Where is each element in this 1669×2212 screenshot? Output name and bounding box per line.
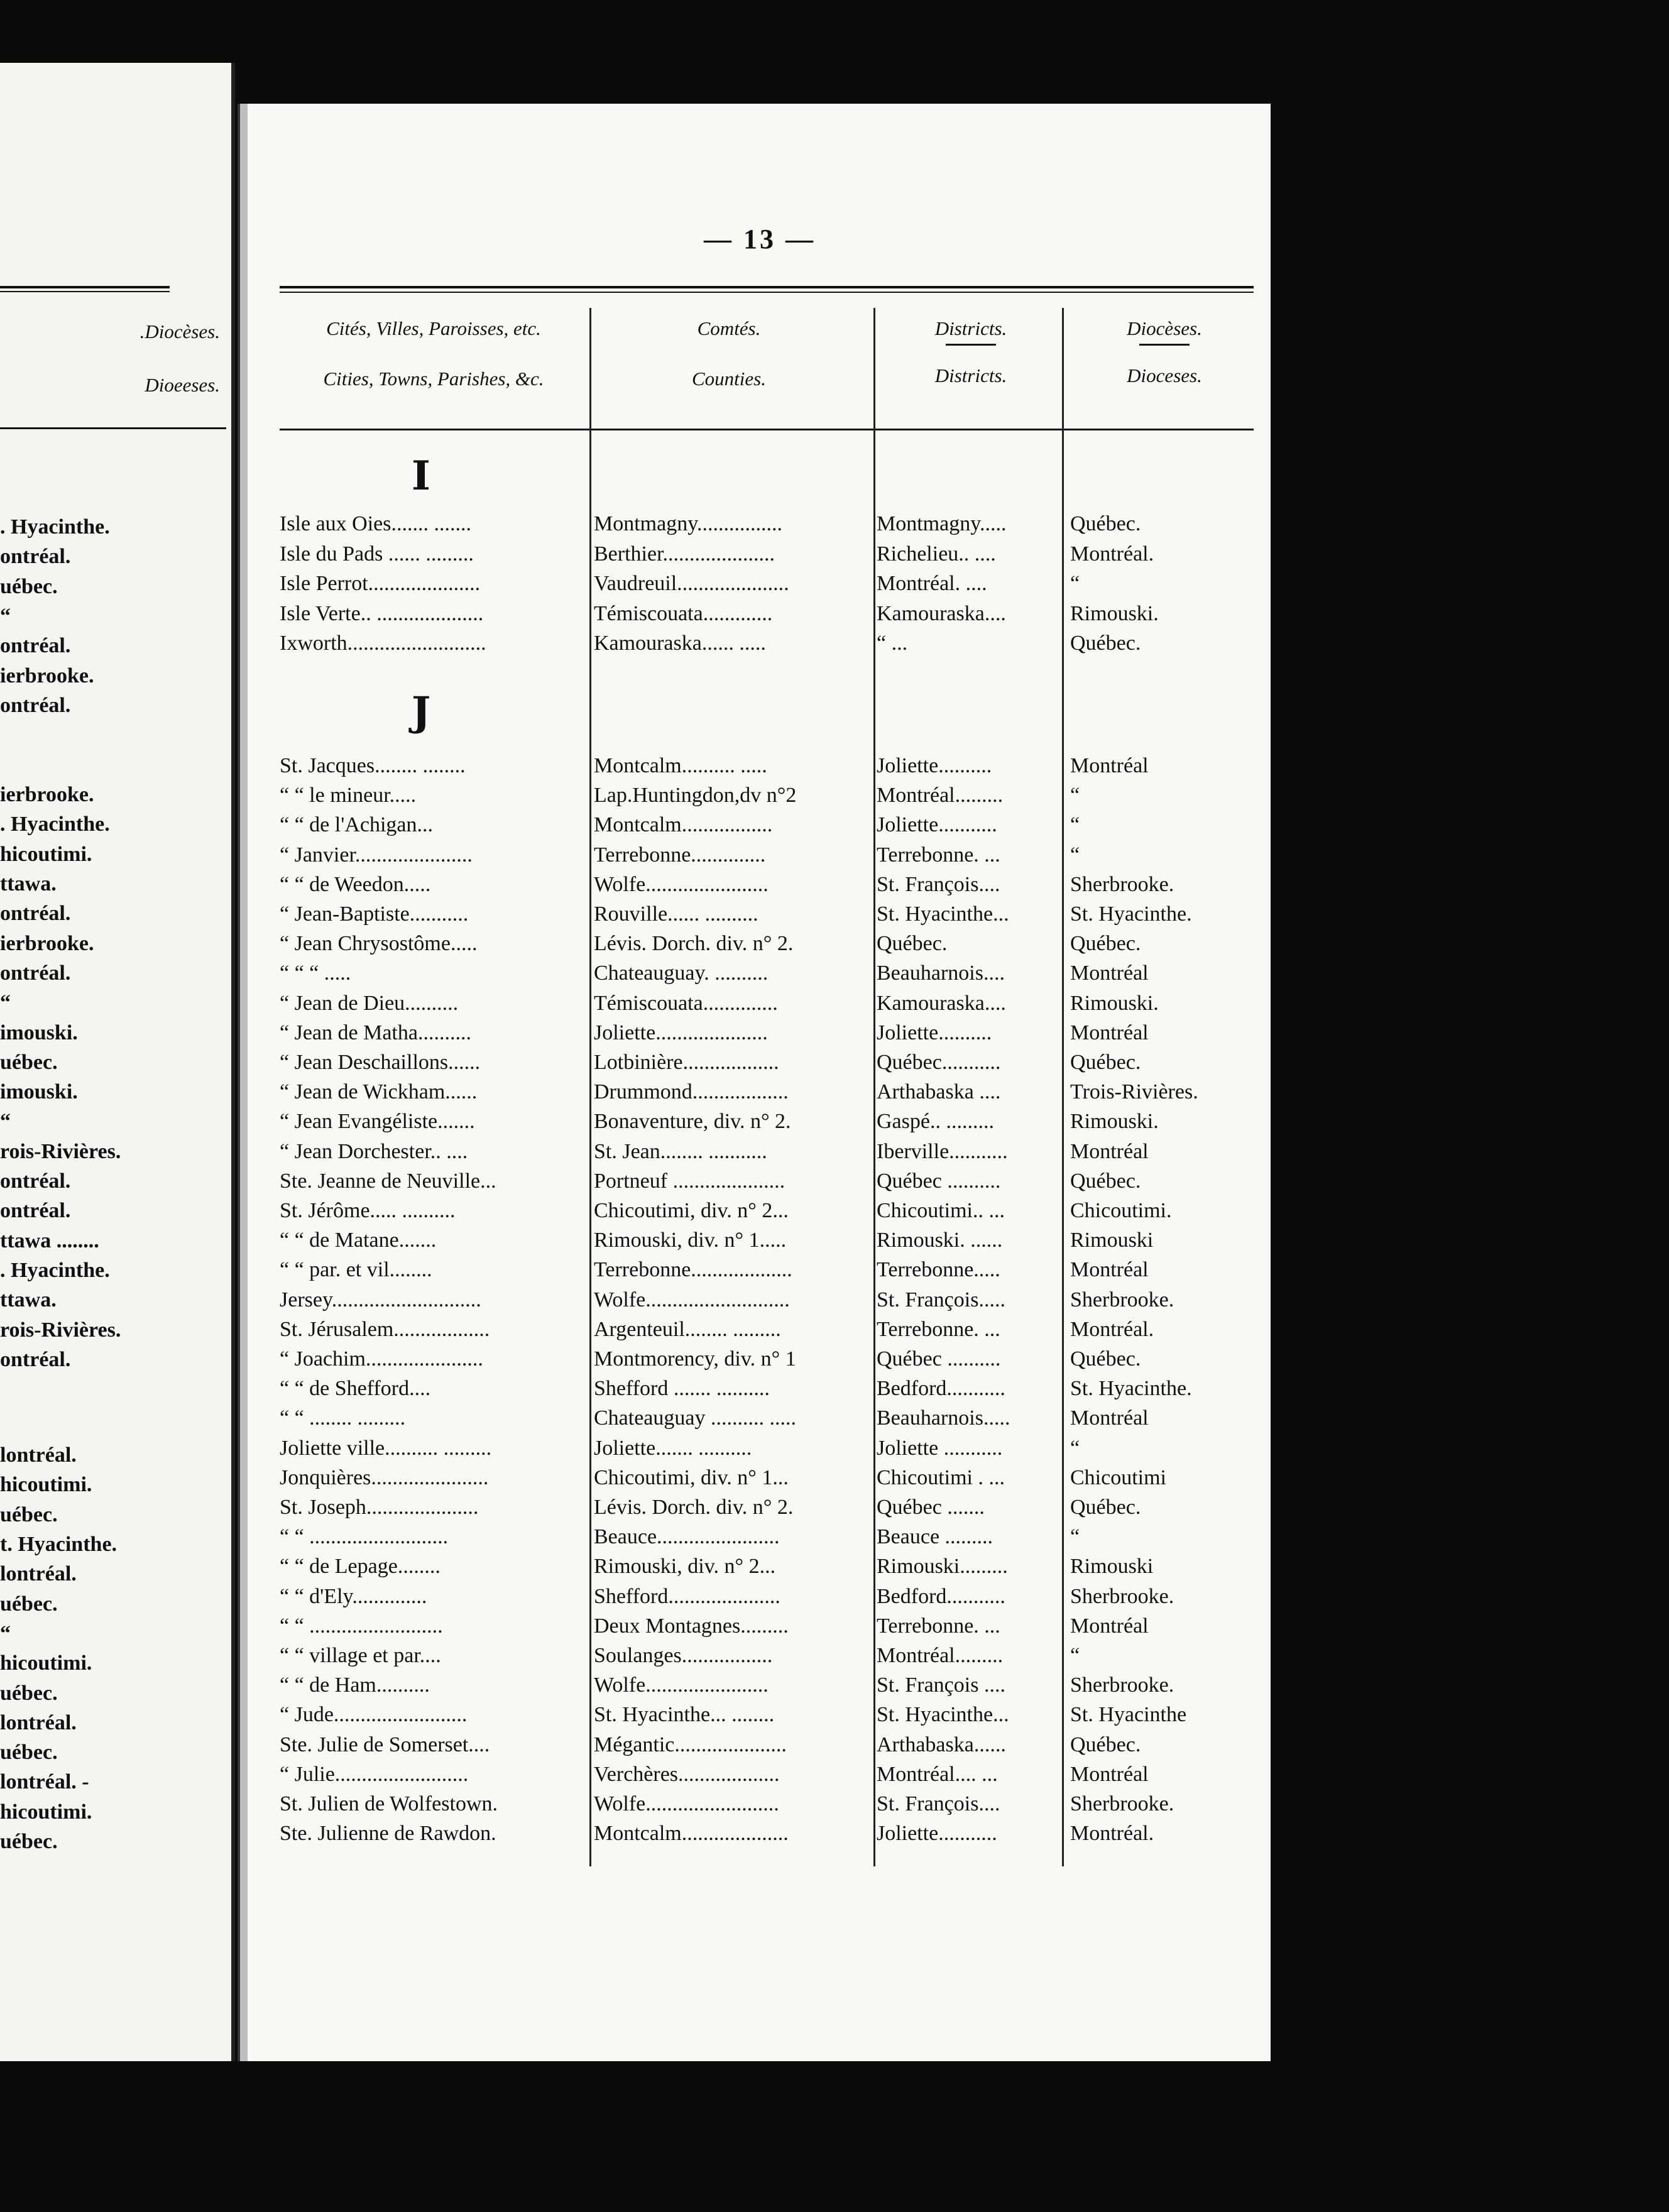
county-cell: St. Hyacinthe... ........ [594,1703,775,1727]
district-cell: Québec .......... [877,1347,1001,1371]
table-row [280,1051,1260,1080]
header-col-dioceses-dash [1139,344,1190,346]
diocese-cell: Québec. [1070,632,1141,655]
district-cell: Chicoutimi . ... [877,1465,1005,1489]
diocese-cell: Rimouski [1070,1555,1154,1579]
diocese-cell: Québec. [1070,1051,1141,1074]
header-col-counties [594,317,864,390]
diocese-cell: Rimouski. [1070,991,1159,1015]
left-entry: imouski. [0,1080,78,1104]
left-entry: hicoutimi. [0,1651,92,1675]
diocese-cell: Montréal [1070,1021,1149,1044]
county-cell: Lotbinière.................. [594,1051,779,1074]
diocese-cell: Montréal. [1070,1822,1154,1846]
county-cell: Mégantic..................... [594,1733,787,1756]
county-cell: Rimouski, div. n° 2... [594,1555,776,1579]
left-top-rule-2 [0,291,170,292]
diocese-cell: Chicoutimi. [1070,1199,1172,1222]
county-cell: Wolfe....................... [594,1673,769,1697]
diocese-cell: Québec. [1070,1169,1141,1193]
table-row [280,1614,1260,1643]
county-cell: Portneuf ..................... [594,1169,785,1193]
table-row [280,873,1260,902]
county-cell: Montcalm................. [594,813,773,837]
district-cell: Joliette ........... [877,1436,1003,1460]
district-cell: Terrebonne. ... [877,843,1000,867]
place-cell: “ Jean de Dieu.......... [280,991,459,1015]
diocese-cell: St. Hyacinthe. [1070,902,1192,926]
place-cell: Jersey............................ [280,1288,481,1311]
left-entry: ontréal. [0,1169,71,1193]
table-row [280,1733,1260,1762]
district-cell: Montréal......... [877,1644,1004,1667]
table-row [280,1347,1260,1376]
district-cell: St. François.... [877,872,1000,896]
table-row [280,813,1260,842]
place-cell: “ Jean Deschaillons...... [280,1051,481,1074]
district-cell: Bedford........... [877,1584,1005,1608]
district-cell: Joliette........... [877,813,997,837]
county-cell: Wolfe........................... [594,1288,790,1311]
left-entry: . Hyacinthe. [0,1258,110,1282]
diocese-cell: Montréal. [1070,1317,1154,1341]
county-cell: Chateauguay .......... ..... [594,1406,796,1430]
diocese-cell: Trois-Rivières. [1070,1080,1198,1104]
top-rule-thin [280,292,1254,293]
county-cell: Vaudreuil..................... [594,572,789,595]
diocese-cell: Montréal [1070,1762,1149,1786]
left-entry: lontréal. - [0,1770,89,1794]
district-cell: Beauce ......... [877,1525,993,1549]
county-cell: Chateauguay. .......... [594,961,769,985]
district-cell: Gaspé.. ......... [877,1110,994,1134]
header-col-places-fr: Cités, Villes, Paroisses, etc. [326,317,541,339]
diocese-cell: “ [1070,1525,1080,1549]
place-cell: “ “ “ ..... [280,961,351,985]
place-cell: Isle Perrot..................... [280,572,481,595]
left-header-en: Dioeeses. [145,374,220,396]
diocese-cell: Sherbrooke. [1070,1792,1174,1815]
top-rule [280,286,1254,288]
county-cell: Chicoutimi, div. n° 1... [594,1465,789,1489]
table-row [280,1377,1260,1406]
county-cell: Deux Montagnes......... [594,1614,789,1638]
district-cell: Joliette.......... [877,1021,992,1044]
diocese-cell: “ [1070,813,1080,837]
header-col-districts-en: Districts. [934,364,1007,386]
district-cell: Beauharnois.... [877,961,1005,985]
header-col-districts-dash [946,344,996,346]
table-row [280,1673,1260,1702]
table-row [280,632,1260,660]
county-cell: Lap.Huntingdon,dv n°2 [594,784,797,808]
diocese-cell: St. Hyacinthe [1070,1703,1187,1727]
county-cell: Rimouski, div. n° 1..... [594,1229,787,1252]
table-row [280,1199,1260,1228]
left-entry: ontréal. [0,693,71,717]
left-entry: ttawa ........ [0,1229,99,1252]
district-cell: St. François .... [877,1673,1005,1697]
table-row [280,1555,1260,1584]
place-cell: “ Jean Chrysostôme..... [280,932,478,956]
district-cell: Iberville........... [877,1139,1008,1163]
district-cell: Terrebonne. ... [877,1614,1000,1638]
left-header-fr: .Diocèses. [140,320,220,342]
place-cell: “ Joachim...................... [280,1347,483,1371]
left-entry: uébec. [0,1503,58,1526]
diocese-cell: “ [1070,1644,1080,1667]
left-entry: hicoutimi. [0,842,92,866]
district-cell: Arthabaska .... [877,1080,1001,1104]
table-row [280,754,1260,783]
section-letter-i: I [412,452,430,500]
diocese-cell: Montréal [1070,1258,1149,1282]
place-cell: Ixworth.......................... [280,632,486,655]
diocese-cell: Chicoutimi [1070,1465,1166,1489]
page-number: — 13 — [704,224,816,255]
diocese-cell: Montréal [1070,754,1149,777]
place-cell: “ “ le mineur..... [280,784,417,808]
district-cell: Montréal......... [877,784,1004,808]
place-cell: Ste. Jeanne de Neuville... [280,1169,496,1193]
district-cell: St. François..... [877,1288,1005,1311]
left-entry: ontréal. [0,1199,71,1223]
place-cell: “ “ de l'Achigan... [280,813,434,837]
county-cell: Berthier..................... [594,542,775,566]
left-entry: uébec. [0,1592,58,1616]
district-cell: “ ... [877,632,908,655]
header-col-places-en: Cities, Towns, Parishes, &c. [323,368,544,390]
left-entry: uébec. [0,1050,58,1074]
diocese-cell: “ [1070,843,1080,867]
diocese-cell: “ [1070,1436,1080,1460]
diocese-cell: Rimouski. [1070,1110,1159,1134]
place-cell: Isle aux Oies....... ....... [280,512,472,535]
district-cell: Arthabaska...... [877,1733,1006,1756]
diocese-cell: Montréal [1070,961,1149,985]
county-cell: Montcalm.......... ..... [594,754,767,777]
left-entry: ontréal. [0,902,71,926]
place-cell: Isle du Pads ...... ......... [280,542,474,566]
place-cell: “ “ ........ ......... [280,1406,406,1430]
place-cell: “ Janvier...................... [280,843,473,867]
diocese-cell: Québec. [1070,1733,1141,1756]
diocese-cell: Québec. [1070,932,1141,956]
district-cell: Québec........... [877,1051,1001,1074]
county-cell: Lévis. Dorch. div. n° 2. [594,1496,794,1519]
district-cell: Beauharnois..... [877,1406,1010,1430]
diocese-cell: Sherbrooke. [1070,1584,1174,1608]
header-bottom-rule [280,429,1254,430]
district-cell: Chicoutimi.. ... [877,1199,1005,1222]
left-entry: imouski. [0,1021,78,1044]
table-row [280,961,1260,990]
table-row [280,1318,1260,1347]
table-row [280,572,1260,601]
county-cell: Terrebonne................... [594,1258,792,1282]
place-cell: Jonquières...................... [280,1465,489,1489]
left-entry: uébec. [0,1830,58,1853]
district-cell: Joliette.......... [877,754,992,777]
left-entry: “ [0,604,11,628]
place-cell: “ “ village et par.... [280,1644,441,1667]
header-col-districts [877,317,1065,387]
district-cell: Rimouski......... [877,1555,1008,1579]
table-row [280,1229,1260,1257]
diocese-cell: Montréal [1070,1139,1149,1163]
left-entry: . Hyacinthe. [0,515,110,539]
table-row [280,512,1260,541]
table-header [280,317,1254,430]
left-entry: lontréal. [0,1443,77,1467]
table-row [280,843,1260,872]
left-entry: hicoutimi. [0,1473,92,1497]
left-entry: ttawa. [0,872,57,895]
table-row [280,1406,1260,1435]
district-cell: Terrebonne..... [877,1258,1000,1282]
county-cell: Joliette..................... [594,1021,768,1044]
place-cell: Joliette ville.......... ......... [280,1436,492,1460]
place-cell: St. Joseph..................... [280,1496,479,1519]
left-entry: “ [0,1621,11,1645]
place-cell: “ Jean de Wickham...... [280,1080,478,1104]
county-cell: Témiscouata.............. [594,991,778,1015]
place-cell: St. Julien de Wolfestown. [280,1792,498,1815]
left-entry: lontréal. [0,1711,77,1734]
county-cell: Témiscouata............. [594,601,773,625]
table-row [280,1644,1260,1673]
left-entry: ierbrooke. [0,931,94,955]
table-row [280,992,1260,1021]
left-entry: “ [0,1110,11,1134]
county-cell: Montcalm.................... [594,1822,789,1846]
district-cell: St. Hyacinthe... [877,902,1009,926]
district-cell: Terrebonne. ... [877,1317,1000,1341]
place-cell: “ “ de Lepage........ [280,1555,441,1579]
county-cell: Shefford ....... .......... [594,1377,770,1401]
place-cell: “ Jean Evangéliste....... [280,1110,475,1134]
table-row [280,784,1260,813]
left-entry: rois-Rivières. [0,1139,121,1163]
place-cell: Isle Verte.. .................... [280,601,484,625]
place-cell: Ste. Julienne de Rawdon. [280,1822,496,1846]
county-cell: Beauce....................... [594,1525,780,1549]
district-cell: Montréal.... ... [877,1762,998,1786]
table-row [280,1258,1260,1287]
left-top-rule [0,286,170,288]
left-entry: ontréal. [0,1347,71,1371]
county-cell: Montmorency, div. n° 1 [594,1347,796,1371]
left-entry: uébec. [0,574,58,598]
table-row [280,1021,1260,1050]
place-cell: “ “ par. et vil........ [280,1258,432,1282]
place-cell: St. Jérusalem.................. [280,1317,490,1341]
table-row [280,1525,1260,1554]
place-cell: “ “ de Weedon..... [280,872,431,896]
place-cell: “ “ de Matane....... [280,1229,437,1252]
county-cell: Drummond.................. [594,1080,789,1104]
county-cell: St. Jean........ ........... [594,1139,767,1163]
left-entry: lontréal. [0,1562,77,1586]
header-col-districts-fr: Districts. [934,317,1007,339]
section-letter-j: J [412,688,431,735]
place-cell: “ “ de Shefford.... [280,1377,431,1401]
place-cell: “ Jean Dorchester.. .... [280,1139,468,1163]
left-entry: ierbrooke. [0,783,94,807]
left-entry: ontréal. [0,545,71,569]
district-cell: Richelieu.. .... [877,542,996,566]
diocese-cell: Québec. [1070,1347,1141,1371]
table-row [280,1703,1260,1732]
diocese-cell: Rimouski [1070,1229,1154,1252]
county-cell: Wolfe....................... [594,872,769,896]
table-row [280,1080,1260,1109]
county-cell: Rouville...... .......... [594,902,758,926]
table-row [280,1169,1260,1198]
county-cell: Argenteuil........ ......... [594,1317,781,1341]
district-cell: Kamouraska.... [877,601,1006,625]
diocese-cell: Sherbrooke. [1070,872,1174,896]
diocese-cell: St. Hyacinthe. [1070,1377,1192,1401]
district-cell: St. François.... [877,1792,1000,1815]
county-cell: Chicoutimi, div. n° 2... [594,1199,789,1222]
header-col-counties-fr: Comtés. [697,317,761,339]
left-entry: . Hyacinthe. [0,813,110,836]
left-entry: uébec. [0,1681,58,1705]
county-cell: Terrebonne.............. [594,843,766,867]
table-row [280,1110,1260,1139]
district-cell: Joliette........... [877,1822,997,1846]
header-col-dioceses-fr: Diocèses. [1127,317,1202,339]
table-row [280,1496,1260,1525]
place-cell: “ “ ......................... [280,1614,443,1638]
header-col-places [280,317,588,390]
district-cell: Rimouski. ...... [877,1229,1003,1252]
diocese-cell: Québec. [1070,1496,1141,1519]
table-row [280,1140,1260,1169]
table-row [280,1822,1260,1851]
place-cell: St. Jacques........ ........ [280,754,466,777]
county-cell: Kamouraska...... ..... [594,632,766,655]
table-row [280,1466,1260,1495]
county-cell: Shefford..................... [594,1584,780,1608]
place-cell: “ Julie......................... [280,1762,469,1786]
diocese-cell: Montréal [1070,1614,1149,1638]
left-entry: rois-Rivières. [0,1318,121,1342]
header-col-counties-en: Counties. [692,368,766,390]
district-cell: St. Hyacinthe... [877,1703,1009,1727]
diocese-cell: Québec. [1070,512,1141,535]
district-cell: Québec. [877,932,948,956]
county-cell: Wolfe......................... [594,1792,779,1815]
header-col-dioceses [1070,317,1259,387]
diocese-cell: Montréal [1070,1406,1149,1430]
place-cell: “ Jean de Matha.......... [280,1021,471,1044]
header-col-dioceses-en: Dioceses. [1127,364,1202,386]
table-row [280,932,1260,961]
table-row [280,1288,1260,1317]
place-cell: St. Jérôme..... .......... [280,1199,456,1222]
table-row [280,602,1260,631]
diocese-cell: “ [1070,572,1080,595]
place-cell: “ “ .......................... [280,1525,449,1549]
table-row [280,1763,1260,1792]
table-row [280,1437,1260,1465]
district-cell: Bedford........... [877,1377,1005,1401]
left-entry: ontréal. [0,634,71,658]
place-cell: Ste. Julie de Somerset.... [280,1733,490,1756]
county-cell: Joliette....... .......... [594,1436,752,1460]
district-cell: Montréal. .... [877,572,987,595]
county-cell: Soulanges................. [594,1644,773,1667]
table-row [280,542,1260,571]
county-cell: Lévis. Dorch. div. n° 2. [594,932,794,956]
district-cell: Québec .......... [877,1169,1001,1193]
table-row [280,902,1260,931]
diocese-cell: Montréal. [1070,542,1154,566]
left-entry: “ [0,991,11,1015]
left-entry: ierbrooke. [0,664,94,687]
left-entry: uébec. [0,1741,58,1765]
left-entry: hicoutimi. [0,1800,92,1824]
place-cell: “ Jude......................... [280,1703,468,1727]
county-cell: Bonaventure, div. n° 2. [594,1110,791,1134]
left-header-rule [0,427,226,429]
diocese-cell: Rimouski. [1070,601,1159,625]
district-cell: Québec ....... [877,1496,985,1519]
place-cell: “ Jean-Baptiste........... [280,902,469,926]
table-row [280,1792,1260,1821]
district-cell: Kamouraska.... [877,991,1006,1015]
left-entry: ontréal. [0,961,71,985]
place-cell: “ “ de Ham.......... [280,1673,430,1697]
diocese-cell: Sherbrooke. [1070,1288,1174,1311]
table-row [280,1585,1260,1614]
diocese-cell: Sherbrooke. [1070,1673,1174,1697]
district-cell: Montmagny..... [877,512,1007,535]
diocese-cell: “ [1070,784,1080,808]
county-cell: Montmagny................ [594,512,783,535]
county-cell: Verchères................... [594,1762,780,1786]
left-entry: t. Hyacinthe. [0,1533,118,1556]
left-entry: ttawa. [0,1288,57,1312]
place-cell: “ “ d'Ely.............. [280,1584,427,1608]
